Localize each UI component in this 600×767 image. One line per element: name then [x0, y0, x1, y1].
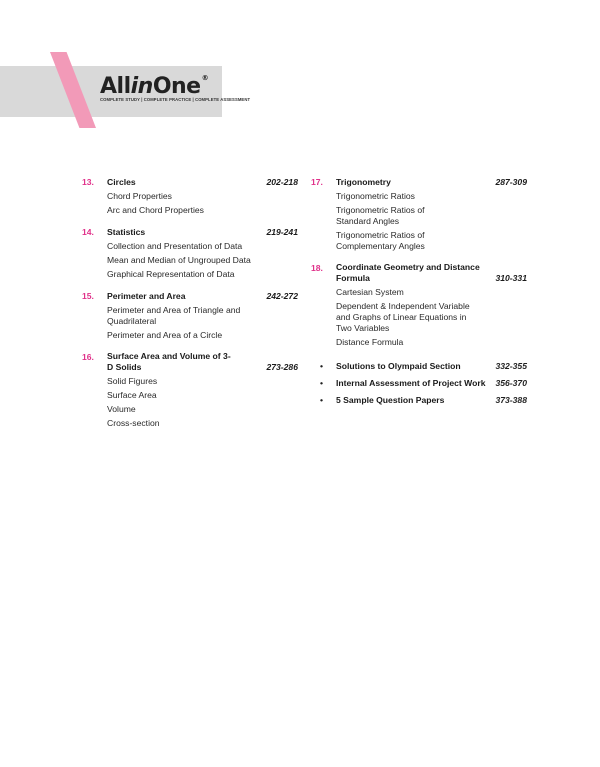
toc-entry: [82, 351, 298, 429]
subtopic: Dependent & Independent Variable and Graphs of Linear Equations in Two Variables: [336, 301, 470, 333]
chapter-title: Perimeter and Area: [107, 291, 186, 301]
logo-tagline: COMPLETE STUDY | COMPLETE PRACTICE | COMPLETE ASSESSMENT: [100, 97, 251, 102]
toc-entry: [311, 262, 527, 348]
chapter-number: 13.: [82, 177, 94, 187]
subtopic: Trigonometric Ratios of Complementary Angles: [336, 230, 425, 251]
subtopic: Cross-section: [107, 418, 160, 428]
subtopic: Volume: [107, 404, 136, 414]
chapter-title: Coordinate Geometry and Distance Formula: [336, 262, 480, 283]
page-range: 332-355: [495, 361, 527, 371]
bullet-mark: •: [320, 361, 324, 371]
toc-entry: [82, 290, 298, 341]
supplement-title: 5 Sample Question Papers: [336, 395, 445, 405]
toc-left-column: [82, 176, 298, 437]
logo: [100, 74, 250, 102]
supplement-title: Internal Assessment of Project Work: [336, 378, 486, 388]
subtopic: Distance Formula: [336, 337, 404, 347]
toc-entry: [311, 176, 527, 252]
supplement-item: [311, 360, 527, 372]
logo-text-italic: in: [130, 74, 153, 99]
toc-right-column: [311, 176, 527, 411]
page-range: 202-218: [266, 177, 298, 187]
subtopic: Perimeter and Area of a Circle: [107, 330, 223, 340]
chapter-title: Surface Area and Volume of 3-D Solids: [107, 351, 231, 372]
chapter-number: 17.: [311, 177, 323, 187]
subtopic: Mean and Median of Ungrouped Data: [107, 255, 251, 265]
logo-text-end: One: [152, 74, 201, 99]
page-range: 373-388: [495, 395, 527, 405]
subtopic: Cartesian System: [336, 287, 404, 297]
chapter-title: Statistics: [107, 227, 146, 237]
chapter-number: 18.: [311, 263, 323, 273]
subtopic: Chord Properties: [107, 191, 172, 201]
page-range: 287-309: [495, 177, 527, 187]
logo-wordmark: [100, 74, 250, 99]
subtopic: Arc and Chord Properties: [107, 205, 204, 215]
subtopic: Trigonometric Ratios: [336, 191, 415, 201]
subtopic: Graphical Representation of Data: [107, 269, 235, 279]
logo-registered-mark: ®: [201, 74, 209, 82]
subtopic: Surface Area: [107, 390, 157, 400]
subtopic: Collection and Presentation of Data: [107, 241, 243, 251]
supplement-title: Solutions to Olympaid Section: [336, 361, 461, 371]
logo-text-main: All: [100, 74, 131, 99]
page-range: 219-241: [266, 227, 298, 237]
toc-entry: [82, 176, 298, 216]
chapter-number: 16.: [82, 352, 94, 362]
page-range: 242-272: [266, 291, 298, 301]
page-range: 273-286: [266, 362, 298, 372]
bullet-mark: •: [320, 395, 324, 405]
subtopic: Trigonometric Ratios of Standard Angles: [336, 205, 425, 226]
chapter-number: 15.: [82, 291, 94, 301]
chapter-number: 14.: [82, 227, 94, 237]
chapter-title: Circles: [107, 177, 136, 187]
chapter-title: Trigonometry: [336, 177, 391, 187]
toc-entry: [82, 226, 298, 280]
page-range: 356-370: [495, 378, 527, 388]
subtopic: Solid Figures: [107, 376, 158, 386]
subtopic: Perimeter and Area of Triangle and Quadrilateral: [107, 305, 241, 326]
supplement-list: [311, 360, 527, 406]
supplement-item: [311, 394, 527, 406]
page-range: 310-331: [495, 273, 527, 283]
bullet-mark: •: [320, 378, 324, 388]
supplement-item: [311, 377, 527, 389]
